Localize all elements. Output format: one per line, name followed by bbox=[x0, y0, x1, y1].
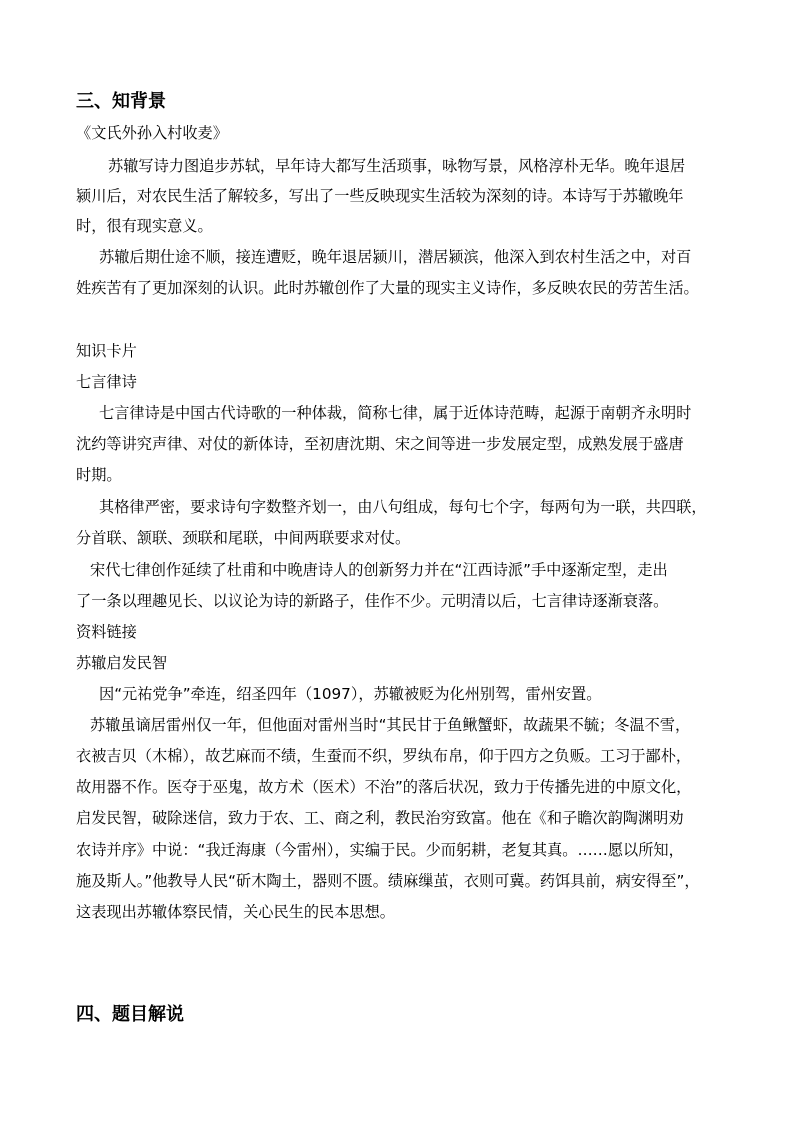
paragraph-line: 宋代七律创作延续了杜甫和中晚唐诗人的创新努力并在“江西诗派”手中逐渐定型，走出 bbox=[90, 561, 668, 579]
paragraph-line: 了一条以理趣见长、以议论为诗的新路子，佳作不少。元明清以后，七言律诗逐渐衰落。 bbox=[76, 592, 669, 610]
section-heading-background: 三、知背景 bbox=[76, 91, 166, 112]
paragraph-line: 姓疾苦有了更加深刻的认识。此时苏辙创作了大量的现实主义诗作，多反映农民的劳苦生活。 bbox=[76, 279, 699, 297]
paragraph-line: 故用器不作。医夺于巫鬼，故方术（医术）不治”的落后状况，致力于传播先进的中原文化， bbox=[76, 778, 692, 796]
material-link-title: 苏辙启发民智 bbox=[76, 654, 168, 672]
knowledge-card-title: 七言律诗 bbox=[76, 373, 137, 391]
paragraph-line: 这表现出苏辙体察民情，关心民生的民本思想。 bbox=[76, 903, 395, 921]
knowledge-card-label: 知识卡片 bbox=[76, 342, 137, 360]
paragraph-line: 时期。 bbox=[76, 466, 122, 484]
paragraph-line: 苏辙后期仕途不顺，接连遭贬，晚年退居颍川，潜居颍滨，他深入到农村生活之中，对百 bbox=[99, 248, 692, 266]
paragraph-line: 其格律严密，要求诗句字数整齐划一，由八句组成，每句七个字，每两句为一联，共四联， bbox=[99, 498, 707, 516]
section-heading-explanation: 四、题目解说 bbox=[76, 1004, 184, 1025]
paragraph-line: 七言律诗是中国古代诗歌的一种体裁，简称七律，属于近体诗范畴，起源于南朝齐永明时 bbox=[99, 404, 692, 422]
material-link-label: 资料链接 bbox=[76, 623, 137, 641]
paragraph-line: 时，很有现实意义。 bbox=[76, 217, 213, 235]
paragraph-line: 苏辙写诗力图追步苏轼，早年诗大都写生活琐事，咏物写景，风格淳朴无华。晚年退居 bbox=[108, 157, 686, 175]
paragraph-line: 施及斯人。”他教导人民“斫木陶土，器则不匮。绩麻缫茧，衣则可冀。药饵具前，病安得至”， bbox=[76, 872, 700, 890]
poem-title: 《文氏外孙入村收麦》 bbox=[76, 124, 228, 142]
paragraph-line: 农诗并序》中说：“我迁海康（今雷州），实编于民。少而躬耕，老复其真。……愿以所知， bbox=[76, 841, 684, 859]
paragraph-line: 衣被吉贝（木棉），故艺麻而不绩，生蚕而不织，罗纨布帛，仰于四方之负贩。工习于鄙朴， bbox=[76, 747, 692, 765]
paragraph-line: 苏辙虽谪居雷州仅一年，但他面对雷州当时“其民甘于鱼鳅蟹虾，故蔬果不毓；冬温不雪， bbox=[90, 716, 691, 734]
paragraph-line: 颍川后，对农民生活了解较多，写出了一些反映现实生活较为深刻的诗。本诗写于苏辙晚年 bbox=[76, 187, 684, 205]
paragraph-line: 沈约等讲究声律、对仗的新体诗，至初唐沈期、宋之间等进一步发展定型，成熟发展于盛唐 bbox=[76, 435, 684, 453]
paragraph-line: 分首联、颔联、颈联和尾联，中间两联要求对仗。 bbox=[76, 529, 411, 547]
paragraph-line: 因“元祐党争”牵连，绍圣四年（1097），苏辙被贬为化州别驾，雷州安置。 bbox=[99, 685, 602, 703]
paragraph-line: 启发民智，破除迷信，致力于农、工、商之利，教民治穷致富。他在《和子瞻次韵陶渊明劝 bbox=[76, 809, 684, 827]
